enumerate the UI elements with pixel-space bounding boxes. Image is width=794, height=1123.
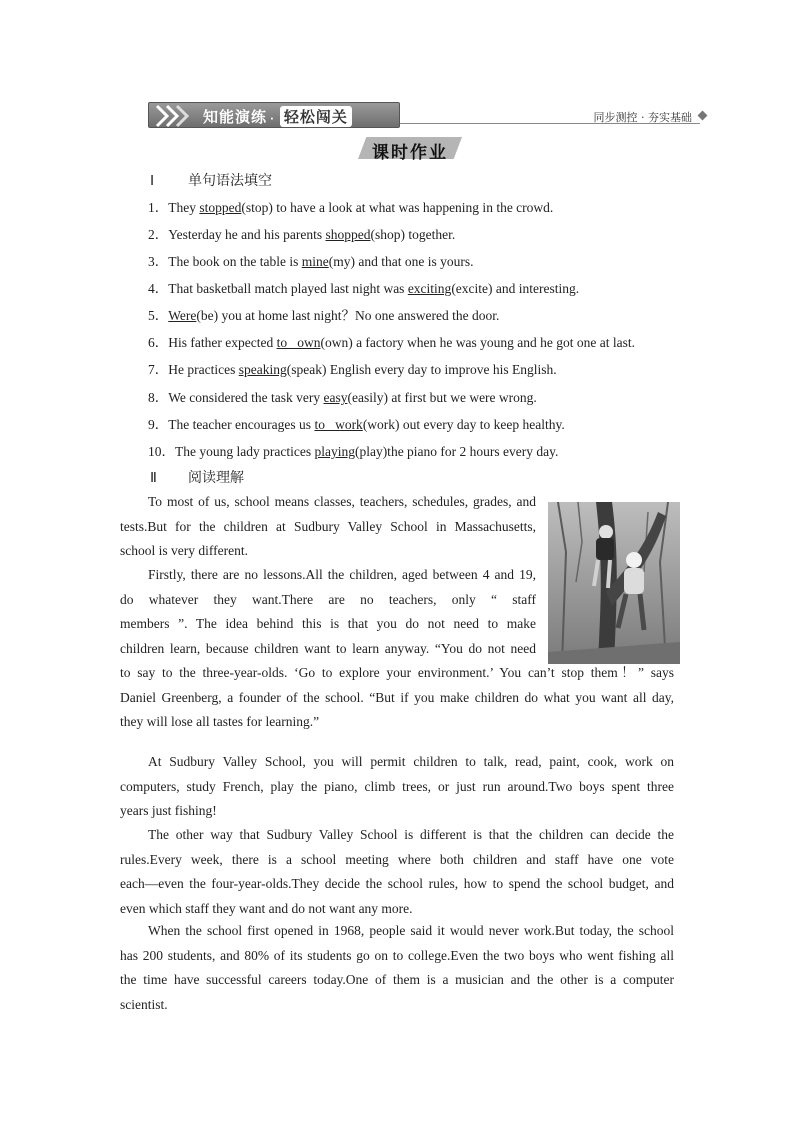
question-text: The young lady practices (175, 444, 315, 459)
question-text: (my) and that one is yours. (328, 254, 474, 269)
passage-line: has 200 students, and 80% of its students go on to college.Even the two boys who went fishing all (120, 947, 674, 963)
question-number: 6． (148, 335, 169, 350)
passage-line: computers, study French, play the piano, climb trees, or just run around.Two boys spent three (120, 778, 674, 794)
question-answer: playing (314, 444, 355, 459)
question-text: (stop) to have a look at what was happening in the crowd. (241, 200, 554, 215)
banner-right-text: 同步测控 · 夯实基础 (593, 111, 692, 124)
passage-line: The other way that Sudbury Valley School is different is that the children can decide the (148, 827, 674, 842)
passage-line: Firstly, there are no lessons.All the children, aged between 4 and 19, (148, 567, 536, 582)
section-2-heading (150, 467, 244, 487)
question-answer: mine (301, 254, 329, 269)
passage-line: each—even the four-year-olds.They decide the school rules, how to spend the school budget, and (120, 876, 674, 891)
question-text: (be) you at home last night？No one answered the door. (196, 308, 500, 323)
passage-line: school is very different. (120, 543, 248, 558)
question-item (148, 413, 565, 433)
question-item (148, 386, 537, 406)
question-text: The book on the table is (168, 254, 302, 269)
question-number: 8． (148, 390, 169, 405)
question-answer: to own (276, 335, 321, 350)
passage-line: When the school first opened in 1968, people said it would never work.But today, the school (148, 923, 674, 938)
passage-line: rules.Every week, there is a school meeting where both children and staff have one vote (120, 851, 674, 867)
passage-paragraph-5 (120, 919, 674, 1017)
question-answer: shopped (325, 227, 371, 242)
question-item (148, 277, 579, 297)
question-text: (excite) and interesting. (451, 281, 580, 296)
question-number: 10． (148, 444, 175, 459)
question-answer: Were (168, 308, 197, 323)
question-text: (speak) English every day to improve his English. (286, 362, 557, 377)
question-number: 5． (148, 308, 169, 323)
question-number: 1． (148, 200, 169, 215)
question-item (148, 331, 635, 351)
question-answer: exciting (407, 281, 452, 296)
passage-line: even which staff they want and do not want any more. (120, 900, 413, 916)
section-1-number: Ⅰ (150, 174, 155, 189)
section-1-title: 单句语法填空 (188, 173, 272, 189)
section-1-heading (150, 170, 272, 190)
section-2-title: 阅读理解 (188, 470, 244, 486)
question-text: (play)the piano for 2 hours every day. (354, 444, 559, 459)
passage-line: To most of us, school means classes, teachers, schedules, grades, and (148, 494, 536, 509)
question-number: 3． (148, 254, 169, 269)
diamond-icon (698, 111, 708, 121)
banner-title (203, 106, 352, 127)
question-answer: easy (323, 390, 348, 405)
question-text: (easily) at first but we were wrong. (347, 390, 537, 405)
question-text: (shop) together. (370, 227, 456, 242)
question-item (148, 196, 553, 216)
question-number: 7． (148, 362, 169, 377)
question-item (148, 440, 558, 460)
passage-paragraph-1 (120, 490, 536, 564)
question-text: (own) a factory when he was young and he got one at last. (320, 335, 635, 350)
homework-title (358, 137, 468, 161)
question-answer: stopped (199, 200, 242, 215)
passage-line: do whatever they want.There are no teachers, only “ staff (120, 591, 536, 607)
passage-paragraph-4 (120, 823, 674, 921)
passage-line: scientist. (120, 996, 168, 1012)
question-number: 4． (148, 281, 169, 296)
passage-paragraph-3 (120, 750, 674, 824)
banner-separator: · (270, 114, 275, 125)
passage-line: At Sudbury Valley School, you will permit children to talk, read, paint, cook, work on (148, 754, 674, 769)
question-text: His father expected (168, 335, 277, 350)
question-answer: speaking (238, 362, 287, 377)
question-number: 9． (148, 417, 169, 432)
passage-line: they will lose all tastes for learning.” (120, 714, 320, 729)
section-banner (148, 100, 708, 128)
passage-line: tests.But for the children at Sudbury Valley School in Massachusetts, (120, 518, 536, 534)
passage-line: years just fishing! (120, 803, 217, 818)
section-2-number: Ⅱ (150, 471, 157, 486)
passage-paragraph-2 (120, 563, 674, 735)
question-text: (work) out every day to keep healthy. (362, 417, 565, 432)
passage-line: the time have successful careers today.One of them is a musician and the other is a computer (120, 972, 674, 987)
children-climbing-tree-photo (548, 502, 680, 664)
passage-line: Daniel Greenberg, a founder of the school. “But if you make children do what you want all day, (120, 689, 674, 705)
question-item (148, 358, 557, 378)
question-text: He practices (168, 362, 239, 377)
question-number: 2． (148, 227, 169, 242)
question-text: They (168, 200, 200, 215)
question-item (148, 223, 455, 243)
homework-title-text: 课时作业 (372, 143, 448, 163)
passage-line: to say to the three-year-olds. ‘Go to explore your environment.’ You can’t stop them！” says (120, 665, 674, 680)
chevron-right-icon (155, 104, 195, 128)
tree-photo-image (548, 502, 680, 664)
question-text: We considered the task very (168, 390, 324, 405)
passage-line: children learn, because children want to learn anyway. “You do not need (120, 640, 536, 656)
banner-title-part1: 知能演练 (203, 108, 268, 126)
question-text: Yesterday he and his parents (168, 227, 326, 242)
banner-title-part2: 轻松闯关 (280, 106, 352, 127)
question-text: That basketball match played last night was (168, 281, 408, 296)
banner-bar (148, 102, 400, 128)
question-item (148, 250, 473, 270)
question-text: The teacher encourages us (168, 417, 315, 432)
passage-line: members ”. The idea behind this is that you do not need to make (120, 616, 536, 631)
question-answer: to work (314, 417, 363, 432)
question-item (148, 304, 499, 324)
